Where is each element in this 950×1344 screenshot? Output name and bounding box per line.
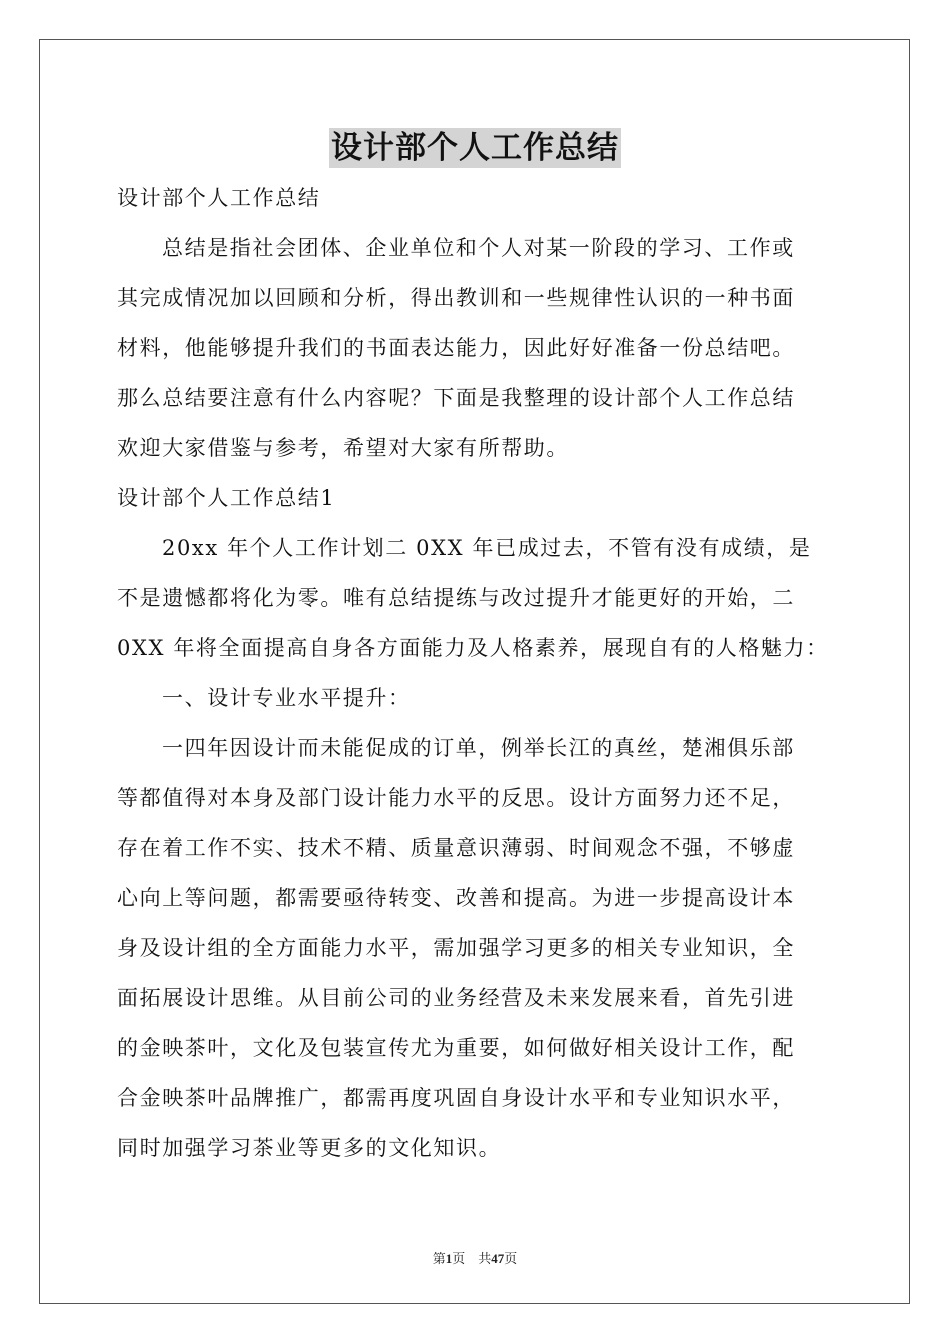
text-line: 欢迎大家借鉴与参考，希望对大家有所帮助。 <box>117 436 569 460</box>
footer-total-suffix: 页 <box>504 1251 518 1266</box>
footer-page-number: 1 <box>445 1251 453 1266</box>
text-line: 心向上等问题，都需要亟待转变、改善和提高。为进一步提高设计本 <box>117 886 795 910</box>
text-line: 一、设计专业水平提升： <box>162 686 411 710</box>
text-line: 面拓展设计思维。从目前公司的业务经营及未来发展来看，首先引进 <box>117 986 795 1010</box>
text-line: 一四年因设计而未能促成的订单，例举长江的真丝，楚湘俱乐部 <box>162 736 795 760</box>
text-line: 0XX 年将全面提高自身各方面能力及人格素养，展现自有的人格魅力： <box>117 636 829 660</box>
text-line: 设计部个人工作总结1 <box>117 486 336 510</box>
text-line: 等都值得对本身及部门设计能力水平的反思。设计方面努力还不足， <box>117 786 795 810</box>
text-line: 材料，他能够提升我们的书面表达能力，因此好好准备一份总结吧。 <box>117 336 795 360</box>
footer-total-pages: 47 <box>491 1251 505 1266</box>
text-line: 不是遗憾都将化为零。唯有总结提练与改过提升才能更好的开始，二 <box>117 586 795 610</box>
footer-total-prefix: 共 <box>478 1251 492 1266</box>
text-line: 身及设计组的全方面能力水平，需加强学习更多的相关专业知识，全 <box>117 936 795 960</box>
title-wrap <box>0 128 950 168</box>
footer-page-prefix: 第 <box>432 1251 446 1266</box>
document-title: 设计部个人工作总结 <box>331 130 619 166</box>
text-line: 设计部个人工作总结 <box>117 186 321 210</box>
text-line: 同时加强学习茶业等更多的文化知识。 <box>117 1136 502 1160</box>
page-footer <box>0 1248 950 1267</box>
text-line: 存在着工作不实、技术不精、质量意识薄弱、时间观念不强，不够虚 <box>117 836 795 860</box>
text-line: 那么总结要注意有什么内容呢？下面是我整理的设计部个人工作总结 <box>117 386 795 410</box>
text-line: 合金映茶叶品牌推广，都需再度巩固自身设计水平和专业知识水平， <box>117 1086 795 1110</box>
text-line: 总结是指社会团体、企业单位和个人对某一阶段的学习、工作或 <box>162 236 795 260</box>
text-line: 20xx 年个人工作计划二 0XX 年已成过去，不管有没有成绩，是 <box>162 536 812 560</box>
document-body <box>117 180 833 1180</box>
text-line: 的金映茶叶，文化及包装宣传尤为重要，如何做好相关设计工作，配 <box>117 1036 795 1060</box>
text-line: 其完成情况加以回顾和分析，得出教训和一些规律性认识的一种书面 <box>117 286 795 310</box>
footer-page-suffix: 页 <box>452 1251 466 1266</box>
